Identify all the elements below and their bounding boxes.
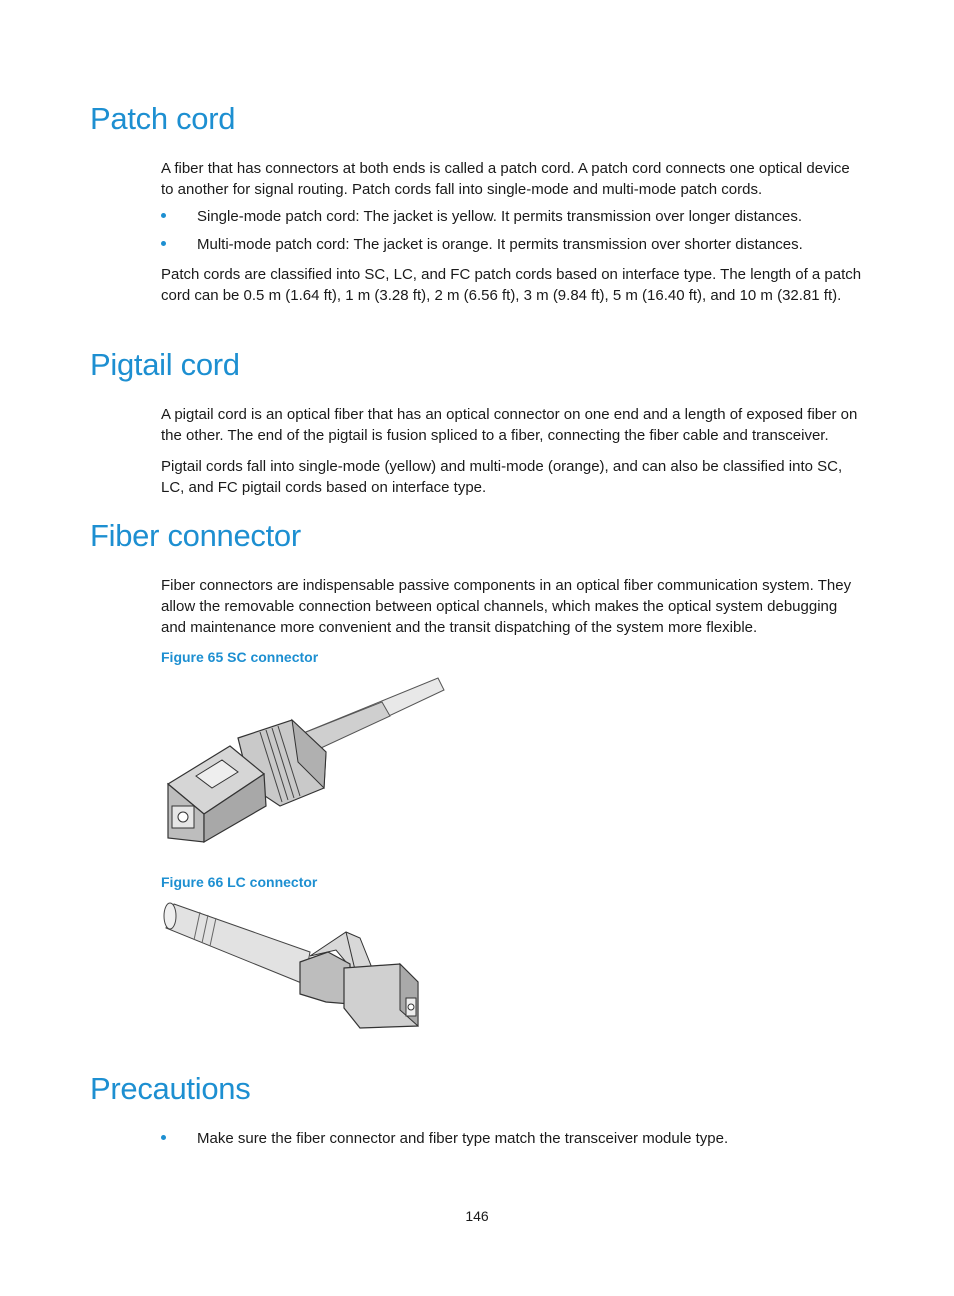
heading-pigtail-cord: Pigtail cord <box>90 347 240 382</box>
page-number: 146 <box>465 1208 489 1224</box>
pigtail-intro: A pigtail cord is an optical fiber that has an optical connector on one end and a length of exposed fiber on the other. The end of the pigtail is fusion spliced to a fiber, connecting the fiber cable and transceiver. <box>161 406 858 444</box>
bullet-icon <box>161 1135 166 1140</box>
bullet-icon <box>161 241 166 246</box>
bullet-text: Make sure the fiber connector and fiber type match the transceiver module type. <box>197 1130 729 1147</box>
patch-cord-intro: A fiber that has connectors at both ends is called a patch cord. A patch cord connects one optical device to another for signal routing. Patch cords fall into single-mode and multi-mode patch cords. <box>161 160 850 198</box>
figure-65-caption: Figure 65 SC connector <box>161 649 319 665</box>
bullet-text: Single-mode patch cord: The jacket is yellow. It permits transmission over longer distances. <box>197 208 802 225</box>
lc-connector-image <box>160 898 430 1038</box>
bullet-icon <box>161 213 166 218</box>
sc-connector-image <box>160 676 450 846</box>
pigtail-types: Pigtail cords fall into single-mode (yellow) and multi-mode (orange), and can also be classified into SC, LC, and FC pigtail cords based on interface type. <box>161 458 843 496</box>
heading-precautions: Precautions <box>90 1071 251 1106</box>
heading-patch-cord: Patch cord <box>90 101 236 136</box>
patch-cord-types: Patch cords are classified into SC, LC, and FC patch cords based on interface type. The length of a patch cord can be 0.5 m (1.64 ft), 1 m (3.28 ft), 2 m (6.56 ft), 3 m (9.84 ft), 5 m (16.40 ft), and 10 m (32.81 ft). <box>161 266 862 304</box>
heading-fiber-connector: Fiber connector <box>90 518 301 553</box>
fiber-connector-intro: Fiber connectors are indispensable passive components in an optical fiber communication system. They allow the removable connection between optical channels, which makes the optical system debugging and maintenance more convenient and the transit dispatching of the system more flexible. <box>161 577 852 636</box>
bullet-text: Multi-mode patch cord: The jacket is orange. It permits transmission over shorter distances. <box>197 236 803 253</box>
figure-66-caption: Figure 66 LC connector <box>161 874 318 890</box>
